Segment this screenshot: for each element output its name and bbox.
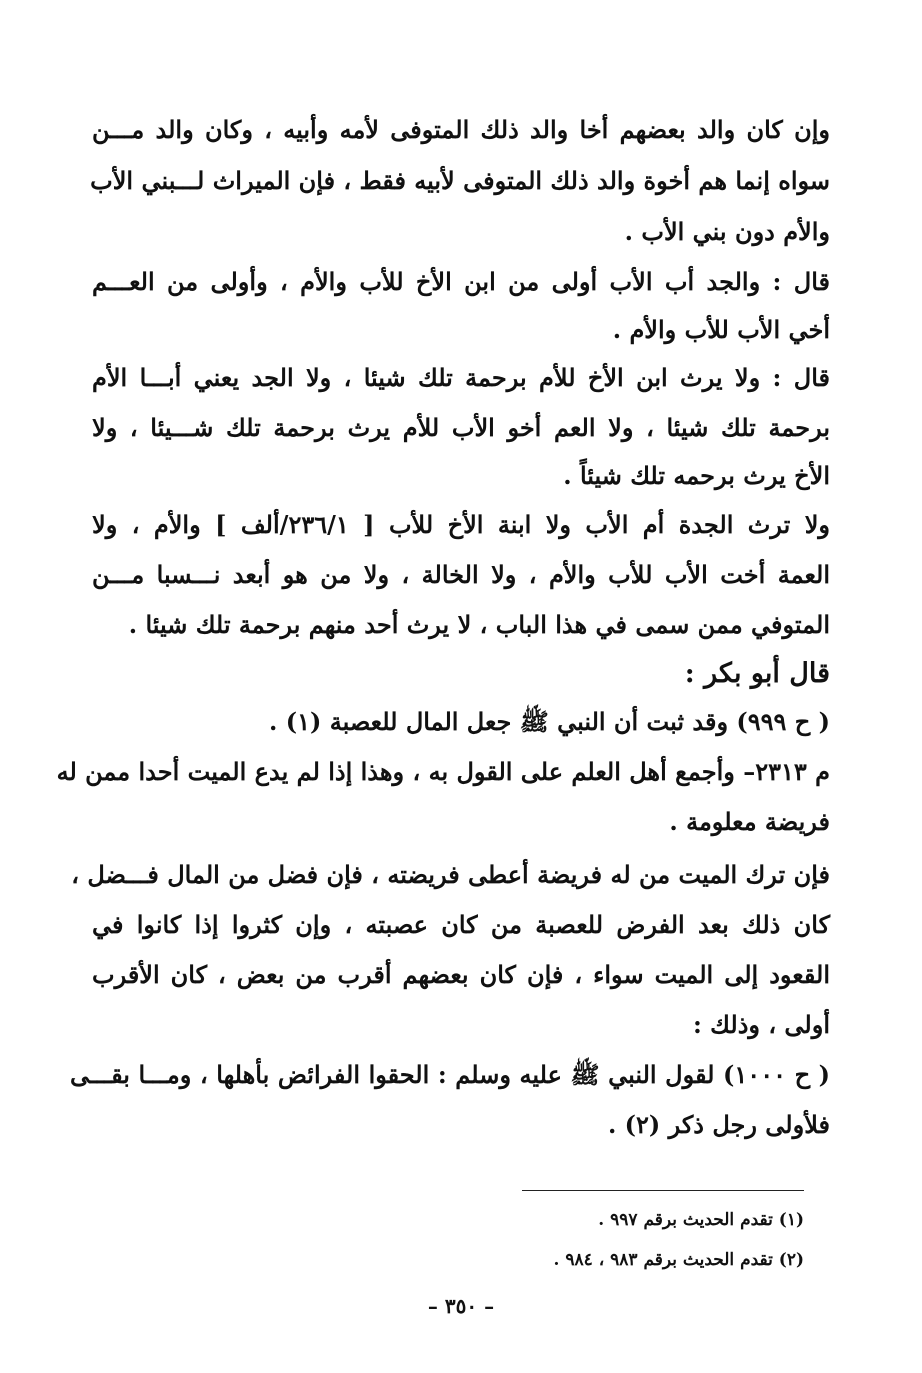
footnote: (٢) تقدم الحديث برقم ٩٨٣ ، ٩٨٤ . [553, 1250, 804, 1270]
footnote-separator [522, 1190, 804, 1191]
page-number: – ٣٥٠ – [427, 1294, 495, 1318]
text-line: سواه إنما هم أخوة والد ذلك المتوفى لأبيه فقط ، فإن الميراث لـــبني الأب [90, 166, 830, 195]
hadith-line: فلأولى رجل ذكر (٢) . [607, 1110, 830, 1139]
section-heading: قال أبو بكر : [684, 658, 830, 689]
text-line: ولا ترث الجدة أم الأب ولا ابنة الأخ للأب [ ٢٣٦/١/ألف ] والأم ، ولا [92, 510, 830, 539]
text-line: وإن كان والد بعضهم أخا والد ذلك المتوفى لأمه وأبيه ، وكان والد مـــن [92, 115, 830, 144]
text-line: القعود إلى الميت سواء ، فإن كان بعضهم أقرب من بعض ، كان الأقرب [92, 960, 830, 989]
hadith-line: ( ح ١٠٠٠) لقول النبي ﷺ عليه وسلم : الحقوا الفرائض بأهلها ، ومـــا بقـــى [70, 1060, 831, 1089]
text-line: قال : ولا يرث ابن الأخ للأم برحمة تلك شيئا ، ولا الجد يعني أبـــا الأم [92, 363, 830, 392]
text-line: برحمة تلك شيئا ، ولا العم أخو الأب للأم يرث برحمة تلك شـــيئا ، ولا [92, 413, 830, 442]
text-line: كان ذلك بعد الفرض للعصبة من كان عصبته ، وإن كثروا إذا كانوا في [92, 910, 830, 939]
text-line: العمة أخت الأب للأب والأم ، ولا الخالة ، ولا من هو أبعد نـــسبا مـــن [92, 560, 830, 589]
text-line: أولى ، وذلك : [692, 1010, 830, 1039]
text-line: أخي الأب للأب والأم . [612, 315, 830, 344]
text-line: الأخ يرث برحمه تلك شيئاً . [563, 461, 830, 490]
text-line: المتوفي ممن سمى في هذا الباب ، لا يرث أحد منهم برحمة تلك شيئا . [128, 610, 830, 639]
footnote: (١) تقدم الحديث برقم ٩٩٧ . [598, 1210, 804, 1230]
text-line: والأم دون بني الأب . [624, 217, 830, 246]
text-line: قال : والجد أب الأب أولى من ابن الأخ للأب والأم ، وأولى من العـــم [92, 267, 830, 296]
hadith-line: ( ح ٩٩٩) وقد ثبت أن النبي ﷺ جعل المال للعصبة (١) . [269, 707, 830, 736]
masala-line: م ٢٣١٣– وأجمع أهل العلم على القول به ، وهذا إذا لم يدع الميت أحدا ممن له [56, 757, 830, 786]
masala-line: فريضة معلومة . [669, 807, 830, 836]
text-line: فإن ترك الميت من له فريضة أعطى فريضته ، فإن فضل من المال فـــضل ، [71, 860, 830, 889]
